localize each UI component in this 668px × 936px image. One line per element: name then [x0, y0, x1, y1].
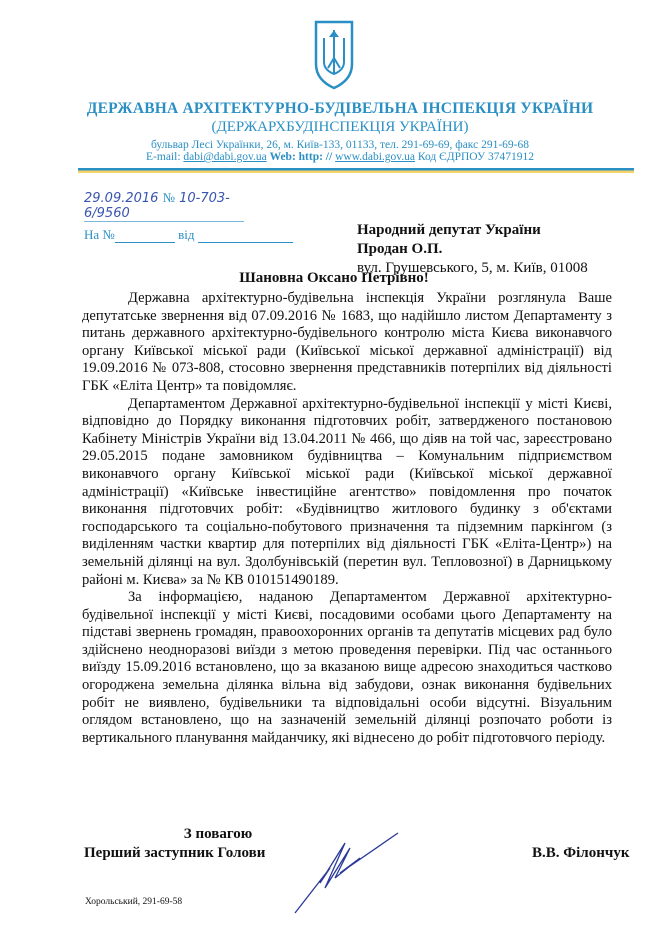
- header-divider: [78, 168, 634, 173]
- paragraph: Департаментом Державної архітектурно-будівельної інспекції у місті Києві, відповідно до Порядку виконання підготовчих робіт, затвердженого постановою Кабінету Міністрів України від 13.04.2011 № 466, що діяв на той час, зареєстровано 29.05.2015 подане замовником будівництва – Комунальним підприємством виконавчого органу Київської міської ради (Київської міської державної адміністрації) «Київське інвестиційне агентство» повідомлення про початок виконання підготовчих робіт: «Будівництво житлового будинку з об'єктами господарського та соціально-побутового призначення та підземним паркінгом (з виділенням частки квартир для потерпілих від діяльності ГБК «Еліта-Центр») на земельній ділянці на вул. Здолбунівській (перетин вул. Тепловозної) в Дарницькому районі м. Києва» за № КВ 010151490189.: [82, 395, 612, 588]
- closing-regards: З повагою: [183, 826, 253, 842]
- edrpou: Код ЄДРПОУ 37471912: [417, 151, 534, 163]
- registration-line: [84, 190, 244, 222]
- email-link[interactable]: dabi@dabi.gov.ua: [183, 151, 267, 163]
- signer-name: В.В. Філончук: [532, 845, 630, 861]
- recipient-title: Народний депутат України: [357, 222, 541, 238]
- handwritten-signature: [290, 828, 400, 918]
- registration-date: 29.09.2016: [84, 191, 159, 206]
- in-reply-label: На №: [84, 227, 115, 242]
- org-name: ДЕРЖАВНА АРХІТЕКТУРНО-БУДІВЕЛЬНА ІНСПЕКЦІЯ УКРАЇНИ: [86, 100, 594, 117]
- in-reply-number-blank: [115, 226, 175, 243]
- letter-body: [82, 290, 612, 747]
- number-label: №: [162, 190, 175, 205]
- email-label: E-mail:: [146, 151, 181, 163]
- registration-number: 10-703-6/9560: [84, 191, 230, 221]
- salutation: Шановна Оксано Петрівно!: [239, 270, 429, 286]
- org-contacts: [40, 151, 640, 163]
- signer-position: Перший заступник Голови: [84, 845, 266, 861]
- in-reply-line: [84, 226, 293, 243]
- coat-of-arms-icon: [312, 18, 356, 90]
- from-label: від: [178, 227, 195, 242]
- recipient-name: Продан О.П.: [357, 241, 443, 257]
- recipient-address: вул. Грушевського, 5, м. Київ, 01008: [357, 260, 588, 276]
- closing-block: [84, 825, 318, 863]
- web-link[interactable]: www.dabi.gov.ua: [335, 151, 416, 163]
- web-label: Web: http: //: [269, 151, 333, 163]
- org-address: бульвар Лесі Українки, 26, м. Київ-133, 01133, тел. 291-69-69, факс 291-69-68: [150, 139, 529, 151]
- paragraph: Державна архітектурно-будівельна інспекція України розглянула Ваше депутатське звернення від 07.09.2016 № 1683, що надійшло листом Департаменту з питань державного архітектурно-будівельного контролю міста Києва виконавчого органу Київської міської ради (Київської міської державної адміністрації) від 19.09.2016 № 073-808, стосовно звернення представників потерпілих від діяльності ГБК «Еліта Центр» та повідомляє.: [82, 290, 612, 394]
- paragraph: За інформацією, наданою Департаментом Державної архітектурно-будівельної інспекції у місті Києві, посадовими особами цього Департаменту на підставі звернень громадян, правоохоронних органів та депутатів місцевих рад було здійснено неодноразові виїзди з метою проведення перевірки. Під час останнього виїзду 15.09.2016 встановлено, що за вказаною вище адресою знаходиться частково огороджена земельна ділянка вільна від забудови, ознак виконання будівельних робіт не виявлено, будівельники та відповідальні особи відсутні. Візуальним оглядом встановлено, що на зазначеній земельній ділянці розпочато роботи із вертикального планування майданчику, які віднесено до робіт підготовчого періоду.: [82, 589, 612, 746]
- org-short-name: (ДЕРЖАРХБУДІНСПЕКЦІЯ УКРАЇНИ): [211, 119, 469, 135]
- in-reply-date-blank: [198, 226, 293, 243]
- executor-contact: Хорольський, 291-69-58: [85, 897, 183, 907]
